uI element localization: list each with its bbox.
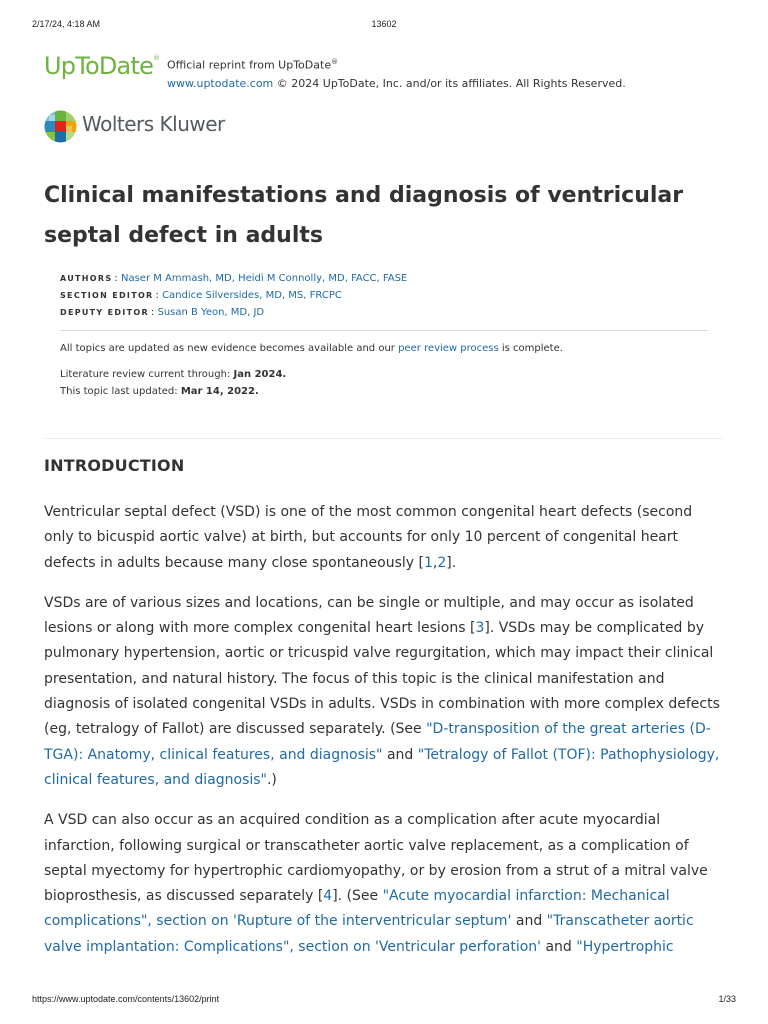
website-link[interactable]: www.uptodate.com — [167, 76, 274, 90]
paragraph-text: ]. (See — [332, 888, 383, 905]
paragraph-3 — [44, 808, 726, 960]
paragraph-text: and — [511, 913, 547, 930]
paragraph-text: ]. — [446, 554, 457, 571]
copyright-line — [167, 75, 626, 93]
paragraph-text: ]. VSDs may be complicated by pulmonary hypertension, aortic or tricuspid valve regurgitation, which may impact their clinical presentation, and natural history. The focus of this topic is the clinical manifestation and diagnosis of isolated congenital VSDs in adults. VSDs in combination with more complex defects (eg, tetralogy of Fallot) are discussed separately. (See — [44, 620, 720, 738]
reference-link-4[interactable]: 4 — [323, 888, 333, 905]
uptodate-logo-text: UpToDate — [44, 52, 154, 80]
authors-link[interactable]: Naser M Ammash, MD, Heidi M Connolly, MD, FACC, FASE — [120, 273, 408, 284]
meta-divider — [60, 330, 708, 331]
article-meta — [60, 270, 710, 400]
print-url: https://www.uptodate.com/contents/13602/print — [32, 994, 220, 1004]
reprint-registered: ® — [331, 58, 339, 66]
uptodate-logo[interactable] — [44, 52, 159, 80]
last-updated-line — [60, 383, 710, 400]
reference-link-2[interactable]: 2 — [437, 554, 447, 571]
topic-link-ami-complications[interactable]: "Acute myocardial infarction: Mechanical complications", section on 'Rupture of the interventricular septum' — [44, 888, 670, 930]
paragraph-text: A VSD can also occur as an acquired condition as a complication after acute myocardial infarction, following surgical or transcatheter aortic valve replacement, as a complication of septal myectomy for hypertrophic cardiomyopathy, or by erosion from a strut of a mitral valve bioprosthesis, as discussed separately [ — [44, 812, 708, 905]
topic-link-dtga[interactable]: "D-transposition of the great arteries (D-TGA): Anatomy, clinical features, and diagnosis" — [44, 721, 711, 763]
last-updated-label: This topic last updated: — [60, 386, 181, 397]
deputy-editor-line — [60, 304, 710, 321]
topic-link-hypertrophic[interactable]: "Hypertrophic — [576, 938, 674, 955]
authors-label: AUTHORS — [60, 274, 113, 283]
paragraph-text: .) — [266, 771, 277, 788]
print-datetime: 2/17/24, 4:18 AM — [32, 19, 101, 29]
print-doc-id: 13602 — [371, 19, 397, 29]
topic-link-tavi-complications[interactable]: "Transcatheter aortic valve implantation: Complications", section on 'Ventricular perforation' — [44, 913, 694, 955]
copyright-text: © 2024 UpToDate, Inc. and/or its affiliates. All Rights Reserved. — [276, 76, 626, 90]
section-editor-link[interactable]: Candice Silversides, MD, MS, FRCPC — [162, 290, 342, 301]
paragraph-text: and — [382, 746, 418, 763]
literature-review-label: Literature review current through: — [60, 369, 234, 380]
label-colon: : — [155, 290, 163, 301]
section-editor-line — [60, 287, 710, 304]
publisher-name: Wolters Kluwer — [82, 112, 225, 136]
introduction-body — [44, 500, 726, 975]
page-number: 1/33 — [718, 994, 736, 1004]
label-colon: : — [150, 307, 158, 318]
reference-link-1[interactable]: 1 — [423, 554, 433, 571]
section-editor-label: SECTION EDITOR — [60, 291, 154, 300]
reference-link-3[interactable]: 3 — [475, 620, 485, 637]
reprint-notice — [167, 53, 626, 93]
reprint-text: Official reprint from UpToDate — [167, 58, 332, 72]
paragraph-1 — [44, 500, 726, 576]
deputy-editor-link[interactable]: Susan B Yeon, MD, JD — [157, 307, 265, 318]
paragraph-text: VSDs are of various sizes and locations, can be single or multiple, and may occur as isolated lesions or along with more complex congenital heart lesions [ — [44, 594, 694, 637]
registered-mark: ® — [153, 54, 160, 62]
deputy-editor-label: DEPUTY EDITOR — [60, 308, 149, 317]
label-colon: : — [114, 273, 121, 284]
peer-review-link[interactable]: peer review process — [398, 343, 499, 354]
update-notice — [60, 340, 710, 357]
section-divider — [44, 438, 722, 439]
article-title: Clinical manifestations and diagnosis of ventricular septal defect in adults — [44, 183, 684, 248]
paragraph-2 — [44, 591, 726, 793]
update-notice-end: is complete. — [498, 343, 563, 354]
update-notice-text: All topics are updated as new evidence becomes available and our — [60, 343, 399, 354]
paragraph-text: and — [541, 938, 577, 955]
literature-review-date: Jan 2024. — [233, 369, 287, 380]
literature-review-line — [60, 366, 710, 383]
brand-header — [44, 52, 724, 92]
paragraph-text: Ventricular septal defect (VSD) is one of the most common congenital heart defects (second only to bicuspid aortic valve) at birth, but accounts for only 10 percent of congenital heart defects in adults because many close spontaneously [ — [44, 504, 693, 571]
reference-separator: , — [432, 554, 438, 571]
review-dates — [60, 366, 710, 400]
reprint-line — [167, 53, 626, 75]
authors-line — [60, 270, 710, 287]
introduction-heading: INTRODUCTION — [44, 456, 185, 475]
topic-link-tof[interactable]: "Tetralogy of Fallot (TOF): Pathophysiology, clinical features, and diagnosis" — [44, 746, 720, 788]
wolters-kluwer-logo-icon — [44, 110, 77, 143]
last-updated-date: Mar 14, 2022. — [180, 386, 259, 397]
